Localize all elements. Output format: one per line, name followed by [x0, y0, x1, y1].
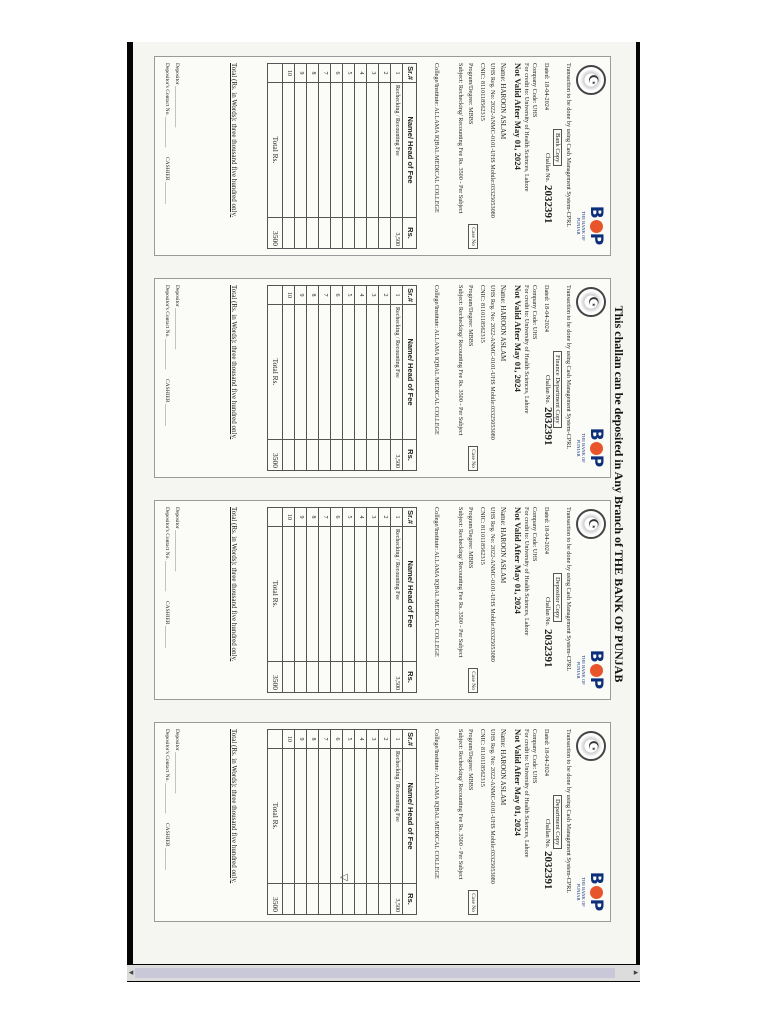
challan-number: 2032391: [542, 407, 554, 446]
table-row: [391, 286, 403, 471]
not-valid-notice: Not Valid After May 01, 2024: [513, 285, 523, 392]
uhs-logo-icon: [576, 509, 606, 539]
row-amount: [319, 440, 331, 471]
horizontal-scrollbar[interactable]: [127, 965, 640, 981]
row-amount: 3,500: [391, 440, 403, 471]
scroll-right-icon[interactable]: ▸: [633, 968, 639, 978]
subject: Subject: Rechecking/ Recounting Fee Rs. 3500 - Per Subject: [457, 63, 464, 214]
subject: Subject: Rechecking/ Recounting Fee Rs. 3500 - Per Subject: [457, 507, 464, 658]
fee-table: [267, 285, 417, 471]
college: College/Institute: ALLAMA IQBAL MEDICAL COLLEGE: [433, 729, 440, 879]
table-row: [295, 730, 307, 915]
challan-copy-2: [154, 278, 611, 478]
row-fee-name: Rechecking / Recounting Fee: [391, 83, 403, 218]
transaction-note: Transaction to be done by using Cash Management System-CPRL: [565, 729, 572, 894]
total-row: [268, 730, 283, 915]
row-amount: [319, 884, 331, 915]
row-fee-name: [355, 527, 367, 662]
challan-copy-1: [154, 56, 611, 256]
row-amount: [295, 440, 307, 471]
row-amount: [343, 884, 355, 915]
copy-type: Depositor Copy: [553, 573, 562, 622]
row-amount: [283, 662, 295, 693]
row-amount: [355, 440, 367, 471]
scroll-left-icon[interactable]: ◂: [128, 968, 134, 978]
header-name: Name/ Head of Fee: [403, 749, 417, 884]
row-sr: 1: [391, 508, 403, 527]
row-fee-name: [319, 749, 331, 884]
row-sr: 9: [295, 64, 307, 83]
row-sr: 7: [319, 64, 331, 83]
college: College/Institute: ALLAMA IQBAL MEDICAL COLLEGE: [433, 507, 440, 657]
row-amount: [307, 884, 319, 915]
row-amount: [319, 662, 331, 693]
row-sr: 3: [367, 508, 379, 527]
header-rs: Rs.: [403, 662, 417, 693]
row-fee-name: [307, 527, 319, 662]
row-amount: [283, 440, 295, 471]
for-credit: For credit to: University of Health Sciences, Lahore: [523, 285, 530, 414]
table-row: [307, 286, 319, 471]
challan-label: Challan No.: [544, 375, 550, 404]
college: College/Institute: ALLAMA IQBAL MEDICAL COLLEGE: [433, 285, 440, 435]
row-fee-name: [379, 305, 391, 440]
row-amount: [319, 218, 331, 249]
header-rs: Rs.: [403, 218, 417, 249]
case-no-box: Case No: [468, 224, 478, 249]
challan-sheet: [141, 54, 627, 934]
copy-type: Finance Department Copy: [553, 351, 562, 428]
header-name: Name/ Head of Fee: [403, 83, 417, 218]
for-credit: For credit to: University of Health Sciences, Lahore: [523, 63, 530, 192]
row-sr: 4: [355, 508, 367, 527]
table-row: [343, 64, 355, 249]
table-row: [391, 730, 403, 915]
table-row: [283, 508, 295, 693]
for-credit: For credit to: University of Health Sciences, Lahore: [523, 729, 530, 858]
cashier: CASHIER ________: [164, 601, 170, 648]
company-code: Company Code: UHS: [531, 285, 538, 340]
not-valid-notice: Not Valid After May 01, 2024: [513, 63, 523, 170]
dated: Dated: 18-04-2024: [543, 507, 550, 554]
row-sr: 3: [367, 730, 379, 749]
dated: Dated: 18-04-2024: [543, 285, 550, 332]
header-name: Name/ Head of Fee: [403, 527, 417, 662]
row-amount: 3,500: [391, 218, 403, 249]
amount-in-words: Total (Rs. in Words): three thousand five hundred only.: [230, 729, 238, 884]
row-sr: 9: [295, 286, 307, 305]
total-label: Total Rs.: [268, 83, 283, 218]
challan-number: 2032391: [542, 629, 554, 668]
transaction-note: Transaction to be done by using Cash Management System-CPRL: [565, 285, 572, 450]
uhs-reg: UHS Reg. No: 2022-ANMC-0101-UHS Mobile:03325053080: [489, 63, 496, 218]
row-sr: 10: [283, 508, 295, 527]
cashier: CASHIER ________: [164, 823, 170, 870]
row-amount: [295, 662, 307, 693]
row-sr: 5: [343, 730, 355, 749]
table-row: [391, 64, 403, 249]
row-sr: 5: [343, 286, 355, 305]
table-row: [319, 508, 331, 693]
challan-copy-4: [154, 722, 611, 922]
row-fee-name: [355, 749, 367, 884]
scrollbar-thumb[interactable]: [135, 968, 615, 978]
row-amount: [367, 662, 379, 693]
row-fee-name: [319, 527, 331, 662]
row-sr: 8: [307, 730, 319, 749]
challan-label: Challan No.: [544, 819, 550, 848]
table-row: [319, 286, 331, 471]
row-amount: [307, 662, 319, 693]
cnic: CNIC: 8110118562315: [479, 285, 486, 343]
case-no-box: Case No: [468, 890, 478, 915]
row-amount: [307, 218, 319, 249]
bop-logo: BP THE BANK OF PUNJAB: [575, 649, 606, 691]
row-sr: 6: [331, 286, 343, 305]
header-sr: Sr.#: [403, 730, 417, 749]
row-sr: 6: [331, 508, 343, 527]
header-rs: Rs.: [403, 884, 417, 915]
row-fee-name: [343, 83, 355, 218]
row-fee-name: [283, 83, 295, 218]
table-row: [379, 508, 391, 693]
table-row: [283, 64, 295, 249]
row-amount: [295, 884, 307, 915]
table-row: [379, 730, 391, 915]
cashier: CASHIER ________: [164, 379, 170, 426]
row-sr: 7: [319, 730, 331, 749]
not-valid-notice: Not Valid After May 01, 2024: [513, 729, 523, 836]
row-fee-name: Rechecking / Recounting Fee: [391, 527, 403, 662]
header-sr: Sr.#: [403, 64, 417, 83]
row-sr: 4: [355, 730, 367, 749]
challan-copy-3: [154, 500, 611, 700]
row-amount: [343, 662, 355, 693]
row-sr: 1: [391, 730, 403, 749]
depositor-contact: Depositor's Contact No. ___________: [164, 507, 170, 592]
not-valid-notice: Not Valid After May 01, 2024: [513, 507, 523, 614]
cnic: CNIC: 8110118562315: [479, 63, 486, 121]
row-amount: [295, 218, 307, 249]
row-fee-name: [343, 749, 355, 884]
depositor: Depositor _______________: [174, 63, 180, 128]
fee-table: [267, 729, 417, 915]
row-amount: [343, 218, 355, 249]
row-amount: [355, 884, 367, 915]
company-code: Company Code: UHS: [531, 507, 538, 562]
total-label: Total Rs.: [268, 305, 283, 440]
amount-in-words: Total (Rs. in Words): three thousand five hundred only.: [230, 63, 238, 218]
row-fee-name: [295, 749, 307, 884]
depositor-contact: Depositor's Contact No. ___________: [164, 729, 170, 814]
table-row: [343, 508, 355, 693]
total-label: Total Rs.: [268, 749, 283, 884]
table-row: [367, 64, 379, 249]
row-fee-name: [307, 749, 319, 884]
row-fee-name: [283, 527, 295, 662]
depositor: Depositor _______________: [174, 285, 180, 350]
row-fee-name: [295, 83, 307, 218]
table-row: [355, 64, 367, 249]
row-fee-name: [295, 527, 307, 662]
row-sr: 3: [367, 64, 379, 83]
row-fee-name: [331, 83, 343, 218]
table-row: [295, 508, 307, 693]
row-sr: 9: [295, 730, 307, 749]
row-sr: 3: [367, 286, 379, 305]
depositor: Depositor _______________: [174, 507, 180, 572]
row-fee-name: [295, 305, 307, 440]
program: Program/Degree: MBBS: [467, 63, 474, 125]
row-amount: 3,500: [391, 662, 403, 693]
uhs-reg: UHS Reg. No: 2022-ANMC-0101-UHS Mobile:03325053080: [489, 729, 496, 884]
row-amount: [343, 440, 355, 471]
uhs-logo-icon: [576, 287, 606, 317]
table-row: [331, 508, 343, 693]
row-sr: 10: [283, 64, 295, 83]
total-value: 3500: [268, 440, 283, 471]
row-fee-name: [343, 527, 355, 662]
depositor-contact: Depositor's Contact No. ___________: [164, 285, 170, 370]
table-row: [295, 286, 307, 471]
header-rs: Rs.: [403, 440, 417, 471]
total-value: 3500: [268, 218, 283, 249]
deposit-banner: This challan can be deposited in Any Branch of THE BANK OF PUNJAB: [612, 305, 626, 683]
row-fee-name: [343, 305, 355, 440]
row-amount: [355, 662, 367, 693]
fee-table: [267, 507, 417, 693]
case-no-box: Case No: [468, 446, 478, 471]
row-amount: [367, 218, 379, 249]
row-sr: 1: [391, 286, 403, 305]
header-sr: Sr.#: [403, 508, 417, 527]
copy-type: Bank Copy: [553, 129, 562, 166]
depositor: Depositor _______________: [174, 729, 180, 794]
table-row: [367, 508, 379, 693]
table-row: [367, 730, 379, 915]
row-sr: 5: [343, 64, 355, 83]
fee-table: [267, 63, 417, 249]
uhs-reg: UHS Reg. No: 2022-ANMC-0101-UHS Mobile:03325053080: [489, 507, 496, 662]
row-amount: [307, 440, 319, 471]
amount-in-words: Total (Rs. in Words): three thousand five hundred only.: [230, 285, 238, 440]
program: Program/Degree: MBBS: [467, 729, 474, 791]
uhs-logo-icon: [576, 731, 606, 761]
amount-in-words: Total (Rs. in Words): three thousand five hundred only.: [230, 507, 238, 662]
row-sr: 10: [283, 730, 295, 749]
program: Program/Degree: MBBS: [467, 507, 474, 569]
row-amount: [379, 662, 391, 693]
row-sr: 7: [319, 286, 331, 305]
student-name: Name: HAROON ASLAM: [499, 63, 507, 140]
subject: Subject: Rechecking/ Recounting Fee Rs. 3500 - Per Subject: [457, 285, 464, 436]
row-fee-name: [331, 305, 343, 440]
uhs-reg: UHS Reg. No: 2022-ANMC-0101-UHS Mobile:03325053080: [489, 285, 496, 440]
row-amount: [355, 218, 367, 249]
row-sr: 7: [319, 508, 331, 527]
row-sr: 4: [355, 286, 367, 305]
table-row: [295, 64, 307, 249]
table-row: [355, 730, 367, 915]
total-label: Total Rs.: [268, 527, 283, 662]
college: College/Institute: ALLAMA IQBAL MEDICAL COLLEGE: [433, 63, 440, 213]
table-row: [343, 286, 355, 471]
row-amount: [331, 440, 343, 471]
row-fee-name: [319, 305, 331, 440]
row-fee-name: [307, 305, 319, 440]
subject: Subject: Rechecking/ Recounting Fee Rs. 3500 - Per Subject: [457, 729, 464, 880]
bop-logo: BP THE BANK OF PUNJAB: [575, 205, 606, 247]
table-row: [331, 730, 343, 915]
total-value: 3500: [268, 884, 283, 915]
table-row: [307, 730, 319, 915]
table-row: [343, 730, 355, 915]
row-fee-name: [319, 83, 331, 218]
row-amount: [379, 218, 391, 249]
challan-label: Challan No.: [544, 153, 550, 182]
challan-number: 2032391: [542, 185, 554, 224]
table-row: [331, 286, 343, 471]
table-row: [283, 730, 295, 915]
total-row: [268, 508, 283, 693]
bop-logo: BP THE BANK OF PUNJAB: [575, 427, 606, 469]
dated: Dated: 18-04-2024: [543, 729, 550, 776]
row-sr: 4: [355, 64, 367, 83]
row-sr: 2: [379, 286, 391, 305]
row-sr: 10: [283, 286, 295, 305]
table-row: [391, 508, 403, 693]
scanned-page: [133, 42, 636, 964]
row-sr: 1: [391, 64, 403, 83]
total-row: [268, 286, 283, 471]
dated: Dated: 18-04-2024: [543, 63, 550, 110]
row-amount: [331, 884, 343, 915]
table-row: [319, 730, 331, 915]
row-amount: [283, 884, 295, 915]
case-no-box: Case No: [468, 668, 478, 693]
row-fee-name: [283, 305, 295, 440]
row-fee-name: [367, 749, 379, 884]
row-fee-name: Rechecking / Recounting Fee: [391, 305, 403, 440]
table-row: [307, 508, 319, 693]
student-name: Name: HAROON ASLAM: [499, 285, 507, 362]
row-sr: 5: [343, 508, 355, 527]
copy-type: Department Copy: [553, 795, 562, 849]
row-fee-name: [355, 83, 367, 218]
table-row: [355, 286, 367, 471]
depositor-contact: Depositor's Contact No. ___________: [164, 63, 170, 148]
student-name: Name: HAROON ASLAM: [499, 729, 507, 806]
cashier: CASHIER ________: [164, 157, 170, 204]
row-fee-name: [379, 83, 391, 218]
row-fee-name: [331, 527, 343, 662]
cnic: CNIC: 8110118562315: [479, 729, 486, 787]
uhs-logo-icon: [576, 65, 606, 95]
table-row: [379, 286, 391, 471]
row-sr: 2: [379, 64, 391, 83]
row-sr: 8: [307, 508, 319, 527]
row-amount: [367, 440, 379, 471]
table-row: [355, 508, 367, 693]
row-fee-name: [367, 527, 379, 662]
row-sr: 9: [295, 508, 307, 527]
row-amount: [379, 440, 391, 471]
header-sr: Sr.#: [403, 286, 417, 305]
row-amount: [379, 884, 391, 915]
row-sr: 8: [307, 286, 319, 305]
row-fee-name: [379, 749, 391, 884]
table-row: [379, 64, 391, 249]
row-fee-name: [367, 83, 379, 218]
row-sr: 8: [307, 64, 319, 83]
row-fee-name: [355, 305, 367, 440]
row-sr: 6: [331, 730, 343, 749]
row-amount: [283, 218, 295, 249]
row-fee-name: [331, 749, 343, 884]
for-credit: For credit to: University of Health Sciences, Lahore: [523, 507, 530, 636]
challan-label: Challan No.: [544, 597, 550, 626]
cnic: CNIC: 8110118562315: [479, 507, 486, 565]
total-row: [268, 64, 283, 249]
row-sr: 2: [379, 730, 391, 749]
challan-number: 2032391: [542, 851, 554, 890]
row-amount: [331, 662, 343, 693]
transaction-note: Transaction to be done by using Cash Management System-CPRL: [565, 63, 572, 228]
table-row: [331, 64, 343, 249]
student-name: Name: HAROON ASLAM: [499, 507, 507, 584]
company-code: Company Code: UHS: [531, 729, 538, 784]
mouse-pointer-icon: ◁: [340, 872, 348, 883]
transaction-note: Transaction to be done by using Cash Management System-CPRL: [565, 507, 572, 672]
row-fee-name: [307, 83, 319, 218]
total-value: 3500: [268, 662, 283, 693]
row-fee-name: [379, 527, 391, 662]
bop-logo: BP THE BANK OF PUNJAB: [575, 871, 606, 913]
row-sr: 2: [379, 508, 391, 527]
row-fee-name: Rechecking / Recounting Fee: [391, 749, 403, 884]
row-amount: [367, 884, 379, 915]
table-row: [367, 286, 379, 471]
company-code: Company Code: UHS: [531, 63, 538, 118]
table-row: [307, 64, 319, 249]
program: Program/Degree: MBBS: [467, 285, 474, 347]
row-amount: 3,500: [391, 884, 403, 915]
row-sr: 6: [331, 64, 343, 83]
table-row: [283, 286, 295, 471]
header-name: Name/ Head of Fee: [403, 305, 417, 440]
row-fee-name: [367, 305, 379, 440]
table-row: [319, 64, 331, 249]
row-fee-name: [283, 749, 295, 884]
row-amount: [331, 218, 343, 249]
